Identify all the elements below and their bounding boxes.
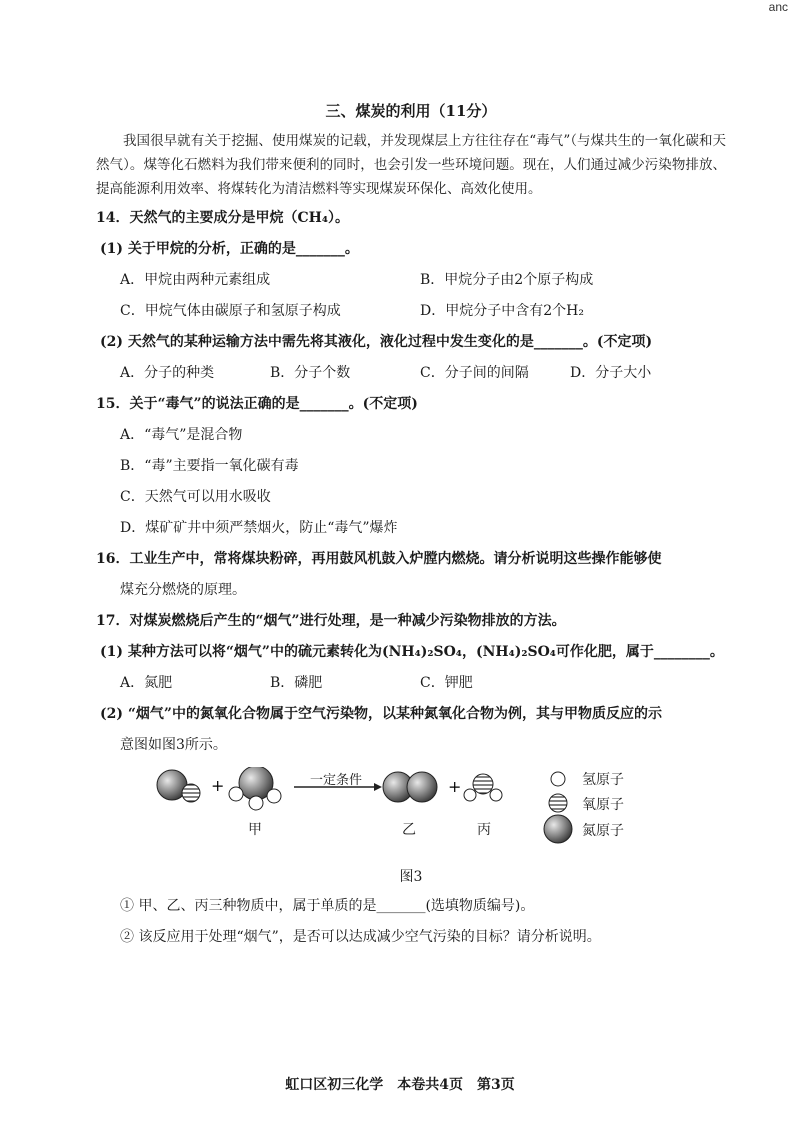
q14-part1-options-row1 (96, 265, 726, 296)
hydrogen-atom (464, 789, 476, 801)
q17-part1 (96, 637, 726, 668)
option-d: D．分子大小 (570, 365, 652, 381)
intro-paragraph: 我国很早就有关于挖掘、使用煤炭的记载，并发现煤层上方往往存在“毒气”（与煤共生的一氧化碳和天然气）。煤等化石燃料为我们带来便利的同时，也会引发一些环境问题。现在，人们通过减少污染物排放、提高能源利用效率、将煤转化为清洁燃料等实现煤炭环保化、高效化使用。 (96, 133, 726, 197)
q17-part2-line1: (2) “烟气”中的氮氧化合物属于空气污染物，以某种氮氧化合物为例，其与甲物质反应的示 (100, 706, 662, 722)
answer-blank[interactable]: ________ (653, 644, 710, 660)
q14-part1-stem: (1) 关于甲烷的分析，正确的是 (100, 241, 296, 257)
q17-part1-end: 。 (709, 644, 724, 660)
hydrogen-atom (229, 787, 243, 801)
answer-blank[interactable]: _______ (376, 898, 426, 914)
q15-option-b: B．“毒”主要指一氧化碳有毒 (120, 458, 299, 474)
q14-part1-end: 。 (344, 241, 359, 257)
legend-hydrogen-icon (551, 772, 565, 786)
option-a: A．分子的种类 (120, 365, 215, 381)
legend-hydrogen-label: 氢原子 (582, 772, 624, 788)
legend-oxygen-label: 氧原子 (582, 797, 624, 813)
label-yi: 乙 (402, 822, 416, 838)
oxygen-atom (182, 784, 200, 802)
corner-text: anc (768, 0, 788, 14)
page-footer: 虹口区初三化学 本卷共4页 第3页 (285, 1077, 515, 1093)
exam-page (96, 100, 726, 953)
hydrogen-atom (249, 796, 263, 810)
label-jia: 甲 (248, 822, 262, 838)
option-c: C．甲烷气体由碳原子和氢原子构成 (120, 303, 341, 319)
answer-blank[interactable]: _______ (299, 396, 349, 412)
legend-oxygen-icon (549, 794, 567, 812)
plus-sign: + (211, 776, 225, 795)
q17-part2-line2: 意图如图3所示。 (120, 737, 227, 753)
reaction-condition: 一定条件 (310, 773, 363, 788)
option-d: D．甲烷分子中含有2个H₂ (420, 303, 584, 319)
hydrogen-atom (267, 789, 281, 803)
q14-part2-end: 。(不定项) (582, 334, 653, 350)
q17-stem: 17．对煤炭燃烧后产生的“烟气”进行处理，是一种减少污染物排放的方法。 (96, 613, 566, 629)
q14-part1-options-row2 (96, 296, 726, 327)
q15-option-c: C．天然气可以用水吸收 (120, 489, 271, 505)
nitrogen-atom (407, 772, 437, 802)
legend-nitrogen-label: 氮原子 (582, 823, 624, 839)
option-b: B．磷肥 (270, 675, 323, 691)
option-a: A．氮肥 (120, 675, 173, 691)
q14-part1 (96, 234, 726, 265)
option-c: C．分子间的间隔 (420, 365, 529, 381)
q17-sub1 (96, 891, 726, 922)
reaction-diagram (96, 767, 726, 859)
hydrogen-atom (490, 789, 502, 801)
q17-part1-options (96, 668, 726, 699)
label-bing: 丙 (477, 822, 491, 838)
q14-part2 (96, 327, 726, 358)
answer-blank[interactable]: _______ (533, 334, 583, 350)
q15-option-a: A．“毒气”是混合物 (120, 427, 243, 443)
q14-part2-stem: (2) 天然气的某种运输方法中需先将其液化，液化过程中发生变化的是 (100, 334, 534, 350)
q17-sub1-stem: ① 甲、乙、丙三种物质中，属于单质的是 (120, 898, 377, 914)
q17-sub2: ② 该反应用于处理“烟气”，是否可以达成减少空气污染的目标？请分析说明。 (120, 929, 601, 945)
arrow-head (374, 783, 382, 791)
section-title: 三、煤炭的利用（11分） (325, 102, 497, 120)
q14-part2-options (96, 358, 726, 389)
plus-sign: + (448, 777, 462, 796)
q17-part1-stem: (1) 某种方法可以将“烟气”中的硫元素转化为(NH₄)₂SO₄，(NH₄)₂SO₄可作化肥，属于 (100, 644, 654, 660)
q16-line2: 煤充分燃烧的原理。 (120, 582, 246, 598)
reaction-diagram-svg (96, 767, 726, 859)
oxygen-atom (473, 774, 493, 794)
q16-line1: 16．工业生产中，常将煤块粉碎，再用鼓风机鼓入炉膛内燃烧。请分析说明这些操作能够使 (96, 551, 662, 567)
q15-option-d: D．煤矿矿井中须严禁烟火，防止“毒气”爆炸 (120, 520, 398, 536)
answer-blank[interactable]: _______ (295, 241, 345, 257)
option-c: C．钾肥 (420, 675, 473, 691)
q14-stem: 14．天然气的主要成分是甲烷（CH₄）。 (96, 210, 349, 226)
q15-stem (96, 389, 726, 420)
q17-sub1-end: (选填物质编号)。 (425, 898, 535, 914)
legend-nitrogen-icon (544, 815, 572, 843)
q15-stem-end: 。(不定项) (348, 396, 418, 412)
q15-stem-text: 15．关于“毒气”的说法正确的是 (96, 396, 300, 412)
figure-caption: 图3 (399, 869, 423, 885)
option-a: A．甲烷由两种元素组成 (120, 272, 271, 288)
option-b: B．分子个数 (270, 365, 351, 381)
option-b: B．甲烷分子由2个原子构成 (420, 272, 594, 288)
